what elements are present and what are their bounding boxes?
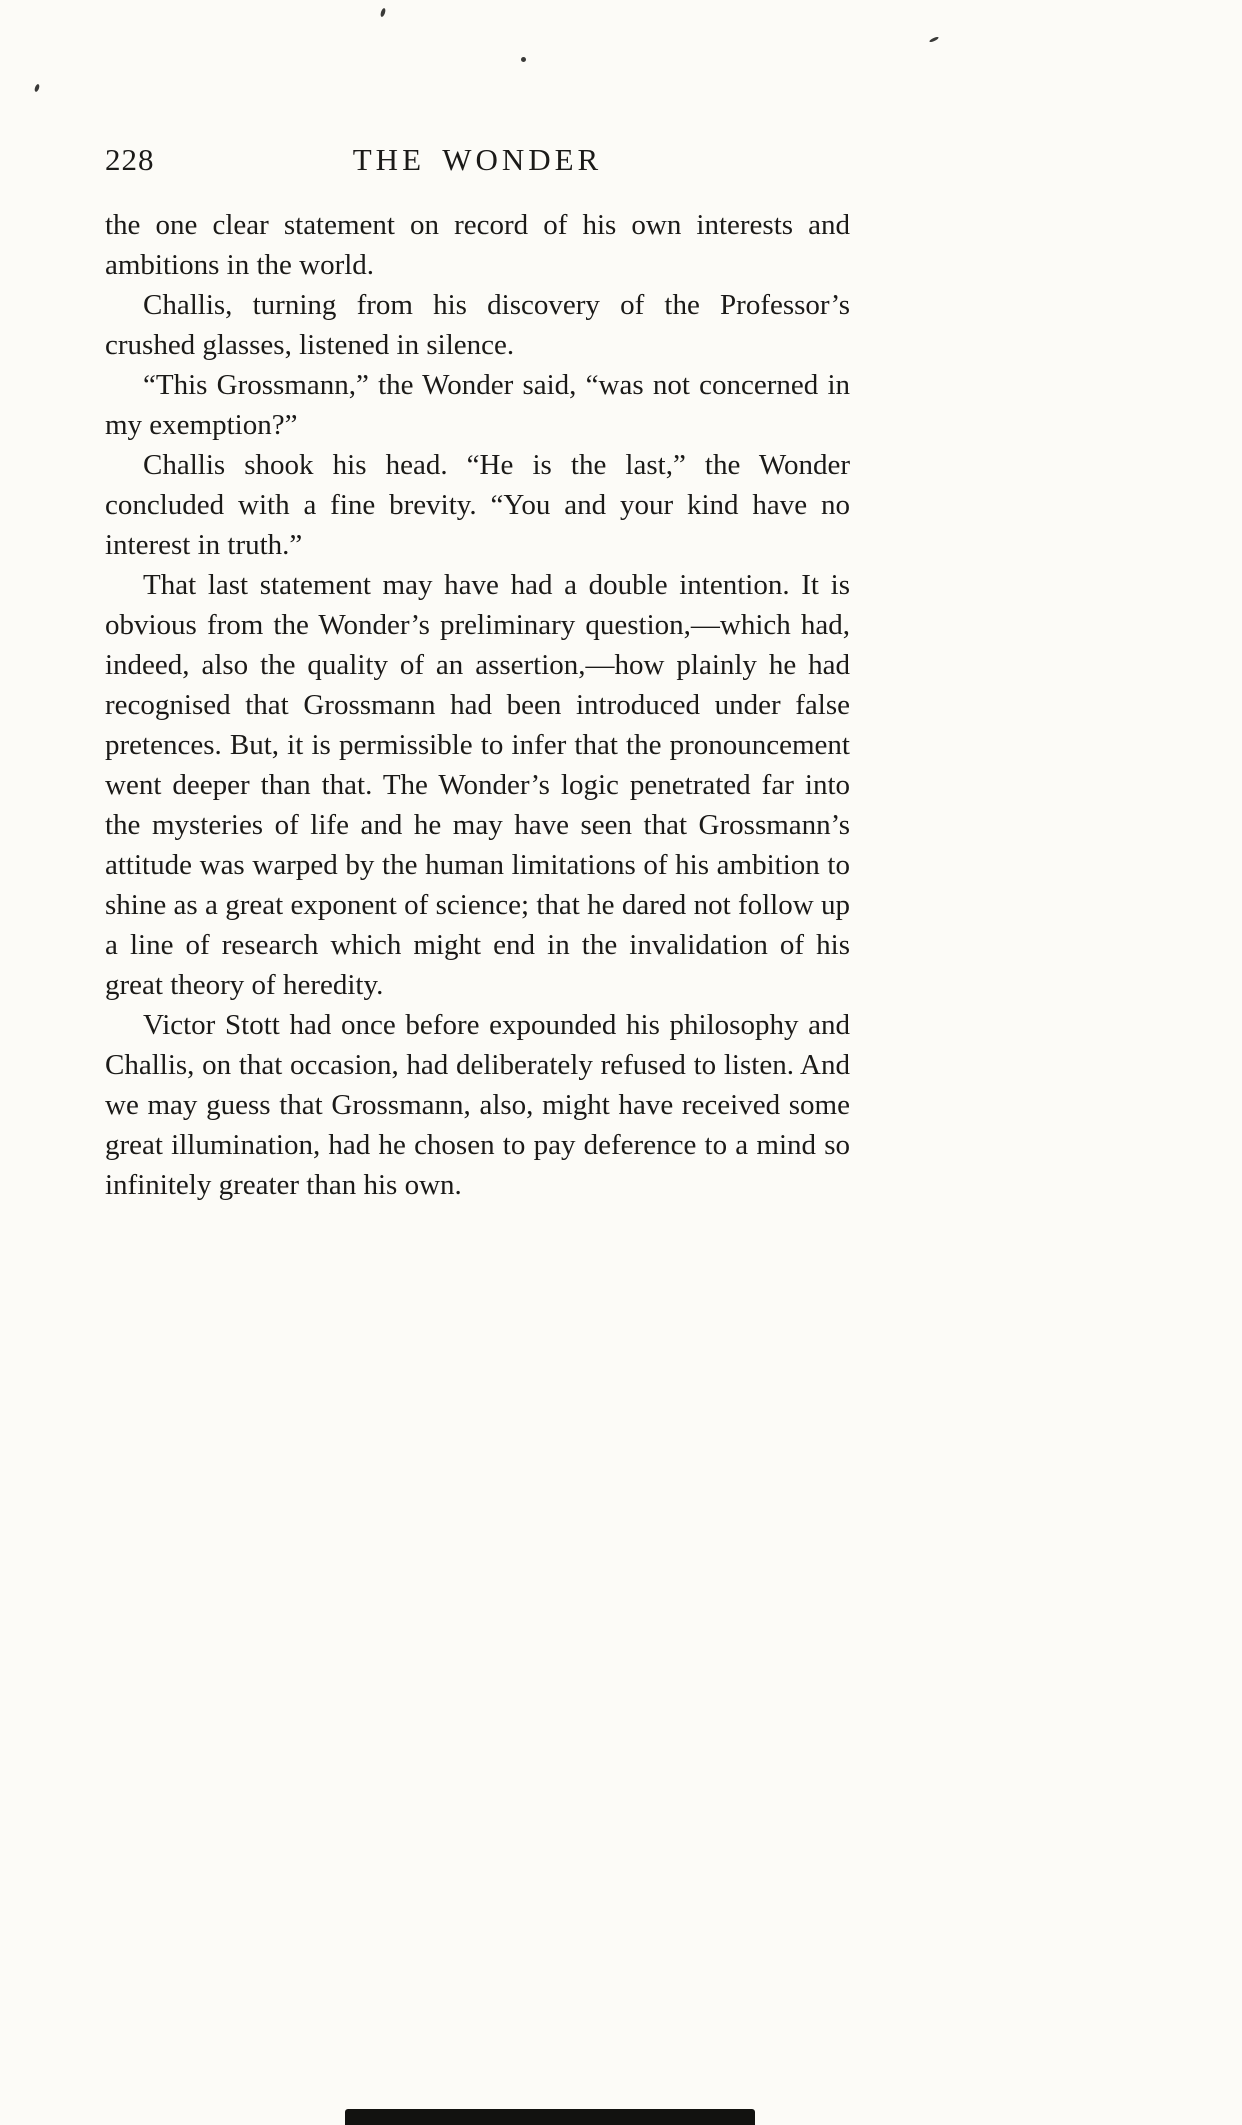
scan-artifact [929, 36, 939, 43]
page-text [105, 205, 850, 1205]
paragraph: “This Grossmann,” the Wonder said, “was not concerned in my exemption?” [105, 369, 850, 441]
scan-artifact [380, 8, 387, 18]
paragraph: Victor Stott had once before expounded his philosophy and Challis, on that occasion, had deliberately refused to listen. And we may guess that Grossmann, also, might have received some great illumination, had he chosen to pay deference to a mind so infinitely greater than his own. [105, 1009, 850, 1201]
scan-artifact [521, 57, 526, 62]
paragraph: Challis, turning from his discovery of the Professor’s crushed glasses, listened in silence. [105, 289, 850, 361]
page-header [105, 142, 850, 182]
paragraph: That last statement may have had a double intention. It is obvious from the Wonder’s preliminary question,—which had, indeed, also the quality of an assertion,—how plainly he had recognised that Grossmann had been introduced under false pretences. But, it is permissible to infer that the pronouncement went deeper than that. The Wonder’s logic penetrated far into the mysteries of life and he may have seen that Grossmann’s attitude was warped by the human limitations of his ambition to shine as a great exponent of science; that he dared not follow up a line of research which might end in the invalidation of his great theory of heredity. [105, 569, 850, 1001]
scan-edge-artifact [345, 2109, 755, 2125]
paragraph: the one clear statement on record of his own interests and ambitions in the world. [105, 209, 850, 281]
scan-artifact [34, 84, 40, 93]
running-title: THE WONDER [352, 142, 603, 177]
page-number: 228 [105, 142, 155, 177]
paragraph: Challis shook his head. “He is the last,” the Wonder concluded with a fine brevity. “You and your kind have no interest in truth.” [105, 449, 850, 561]
